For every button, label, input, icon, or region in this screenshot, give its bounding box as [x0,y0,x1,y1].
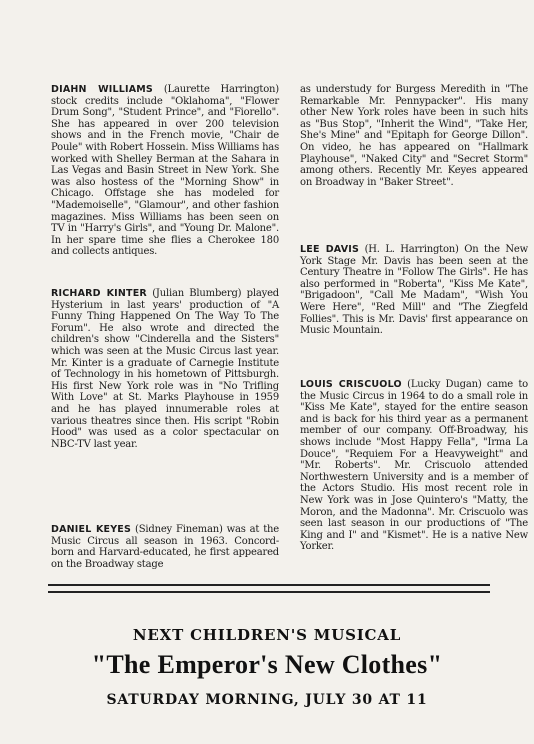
bio-daniel-keyes [51,524,279,570]
bio-louis-criscuolo [300,379,528,553]
bio-text: (Sidney Fineman) was at the Music Circus all season in 1963. Concord-born and Harvard-educated, he first appeared on the Broadway stage [51,524,279,570]
bio-text: (H. L. Harrington) On the New York Stage Mr. Davis has been seen at the Century Theatre in "Follow The Girls". He has also performed in "Roberta", "Kiss Me Kate", "Brigadoon", "Call Me Madam", "Wish You Were Here", "Red Mill" and "The Ziegfeld Follies". This is Mr. Davis' first appearance on Music Mountain. [300,244,529,337]
announcement-heading: NEXT CHILDREN'S MUSICAL [132,626,402,644]
bio-name: RICHARD KINTER [51,288,147,299]
bio-richard-kinter [51,288,279,450]
announcement-schedule: SATURDAY MORNING, JULY 30 AT 11 [106,692,428,708]
bio-name: DIAHN WILLIAMS [51,84,153,95]
bio-name: DANIEL KEYES [51,524,132,535]
divider-rule-top [48,584,490,586]
announcement-show-title: "The Emperor's New Clothes" [91,650,443,679]
bio-lee-davis [300,244,528,337]
bio-daniel-keyes-continued [300,84,528,188]
bio-text: (Lucky Dugan) came to the Music Circus in 1964 to do a small role in "Kiss Me Kate", stayed for the entire season and is back for his third year as a permanent member of our company. Off-Broadway, his shows include "Most Happy Fella", "Irma La Douce", "Requiem For a Heavyweight" and "Mr. Roberts". Mr. Criscuolo attended Northwestern University and is a member of the Actors Studio. His most recent role in New York was in Jose Quintero's "Matty, the Moron, and the Madonna". Mr. Criscuolo was seen last season in our productions of "The King and I" and "Kismet". He is a native New Yorker. [300,379,529,553]
divider-rule-bottom [48,591,490,593]
bio-text: as understudy for Burgess Meredith in "The Remarkable Mr. Pennypacker". His many other New York roles have been in such hits as "Bus Stop", "Inherit the Wind", "Take Her, She's Mine" and "Epitaph for George Dillon". On video, he has appeared on "Hallmark Playhouse", "Naked City" and "Secret Storm" among others. Recently Mr. Keyes appeared on Broadway in "Baker Street". [300,84,528,188]
bio-name: LOUIS CRISCUOLO [300,379,402,390]
bio-diahn-williams [51,84,279,258]
bio-text: (Laurette Harrington) stock credits include "Oklahoma", "Flower Drum Song", "Student Prince", and "Fiorello". She has appeared in over 200 television shows and in the French movie, "Chair de Poule" with Robert Hossein. Miss Williams has worked with Shelley Berman at the Sahara in Las Vegas and Basin Street in New York. She was also hostess of the "Morning Show" in Chicago. Offstage she has modeled for "Mademoiselle", "Glamour", and other fashion magazines. Miss Williams has been seen on TV in "Harry's Girls", and "Young Dr. Malone". In her spare time she flies a Cherokee 180 and collects antiques. [51,84,279,258]
bio-name: LEE DAVIS [300,244,360,255]
bio-text: (Julian Blumberg) played Hysterium in last years' production of "A Funny Thing Happened On The Way To The Forum". He also wrote and directed the children's show "Cinderella and the Sisters" which was seen at the Music Circus last year. Mr. Kinter is a graduate of Carnegie Institute of Technology in his hometown of Pittsburgh. His first New York role was in "No Trifling With Love" at St. Marks Playhouse in 1959 and he has played innumerable roles at various theatres since then. His script "Robin Hood" was used as a color spectacular on NBC-TV last year. [51,288,279,450]
